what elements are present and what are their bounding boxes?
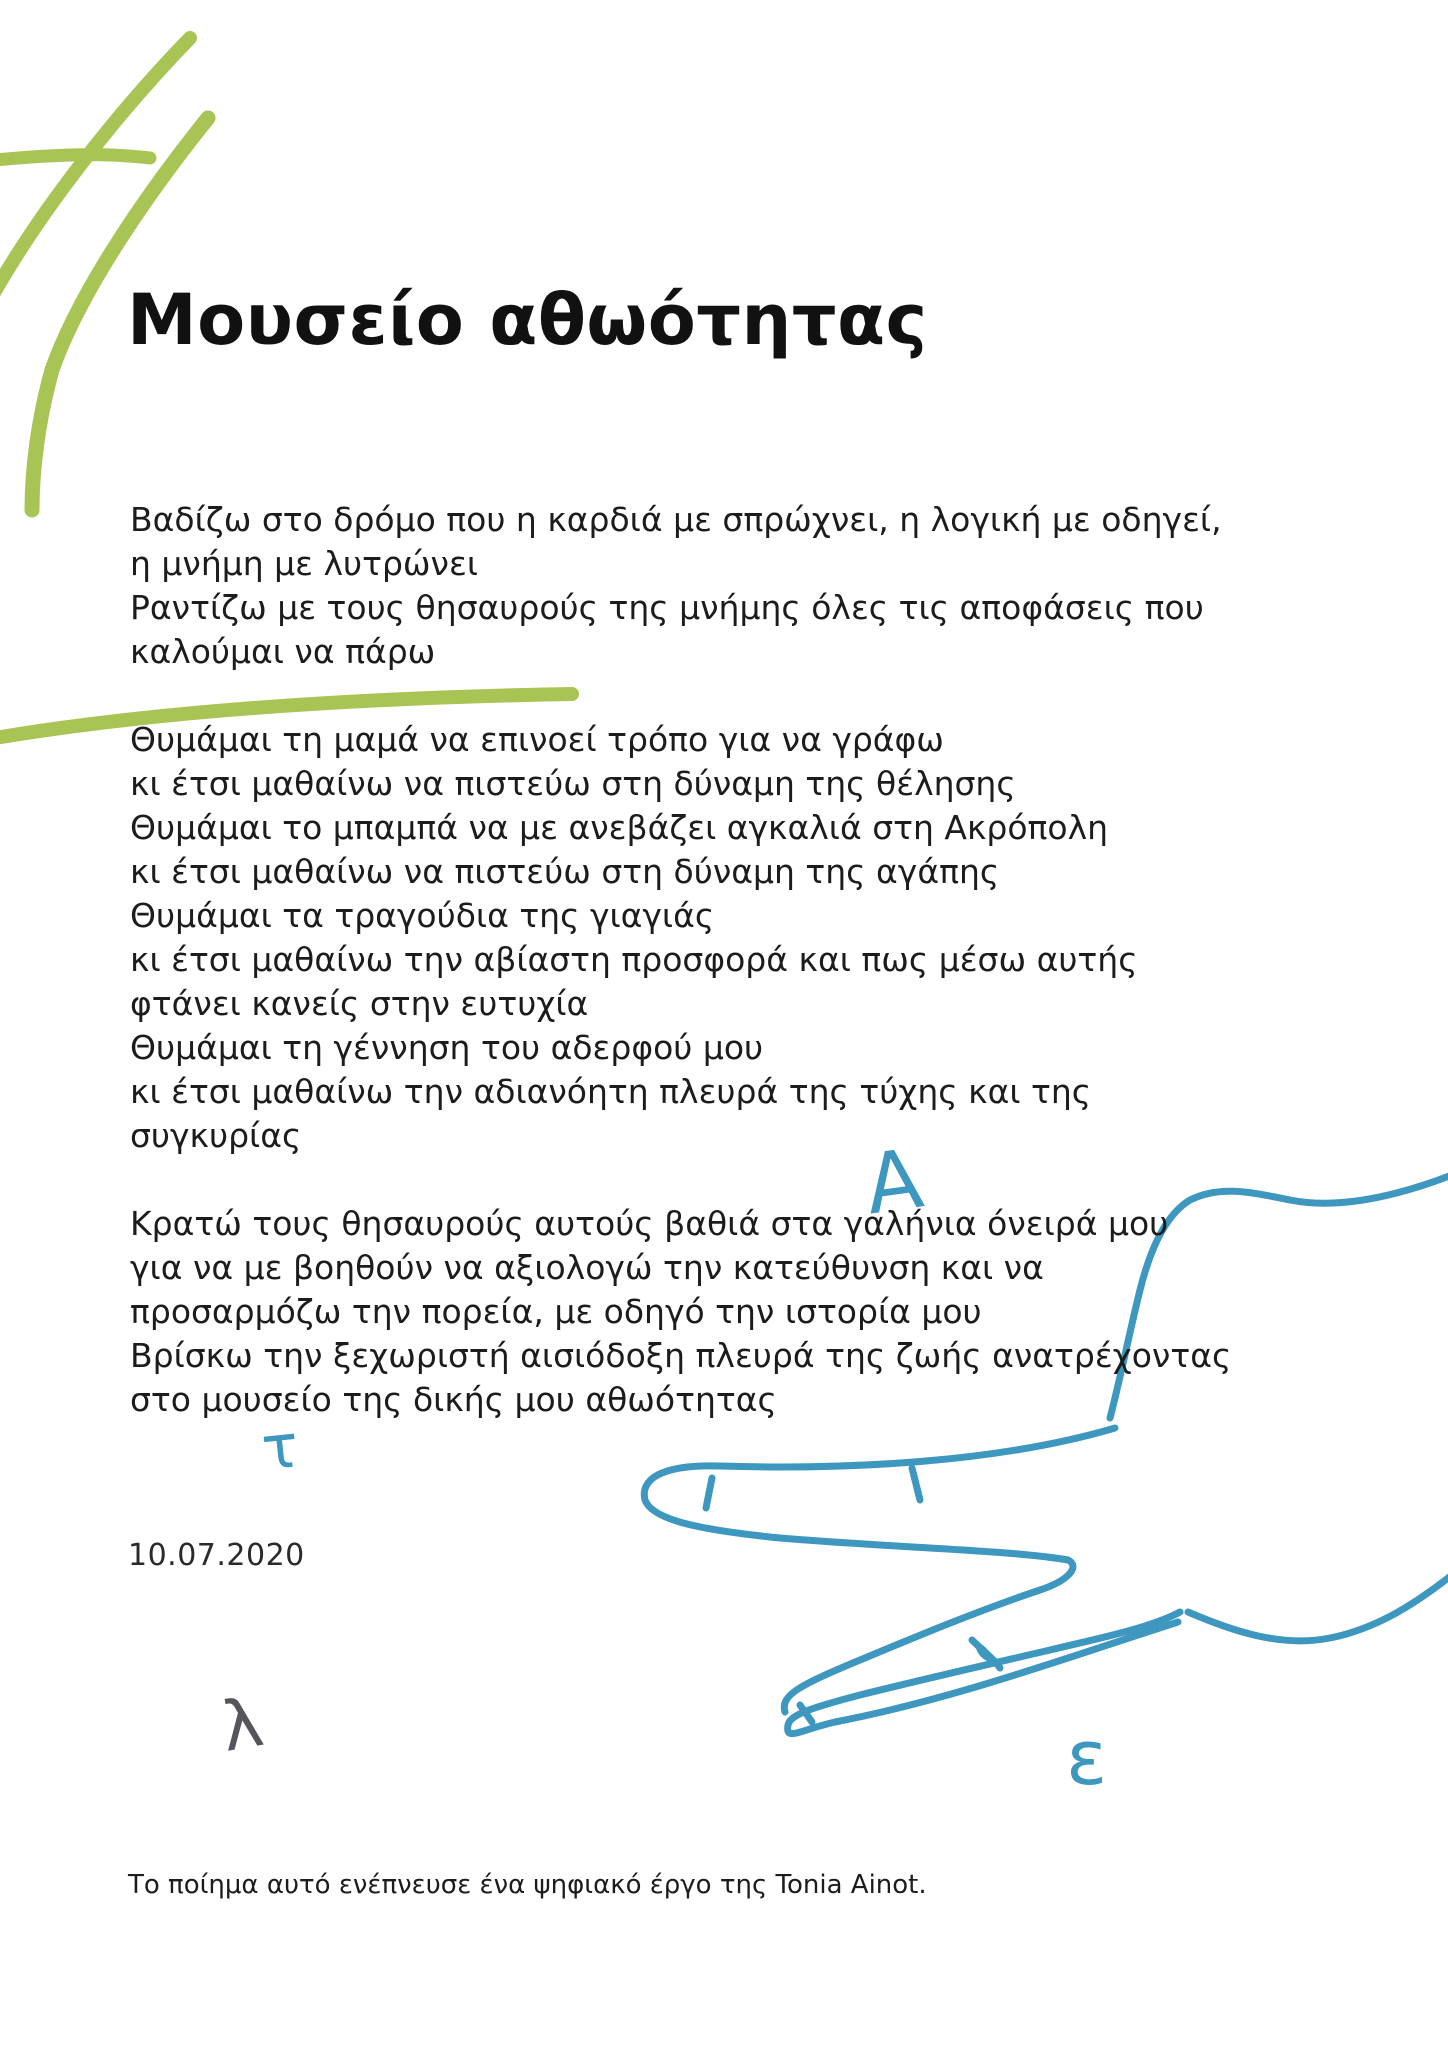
stanza-2 <box>130 718 1230 1158</box>
poem-line: φτάνει κανείς στην ευτυχία <box>130 984 589 1023</box>
poem-line: για να με βοηθούν να αξιολογώ την κατεύθυνση και να <box>130 1248 1044 1287</box>
poem-body <box>130 498 1230 1466</box>
poem-line: Βαδίζω στο δρόμο που η καρδιά με σπρώχνει, η λογική με οδηγεί, <box>130 500 1222 539</box>
green-stroke-horizontal <box>0 155 150 160</box>
hand-finger-top <box>644 1428 1115 1712</box>
poem-line: Κρατώ τους θησαυρούς αυτούς βαθιά στα γαλήνια όνειρά μου <box>130 1204 1169 1243</box>
nail-blot <box>975 1642 990 1662</box>
knuckle-mark-2 <box>912 1468 920 1500</box>
page-title: Μουσείο αθωότητας <box>127 279 928 361</box>
poem-line: συγκυρίας <box>130 1116 302 1155</box>
poem-line: στο μουσείο της δικής μου αθωότητας <box>130 1380 777 1419</box>
poem-line: κι έτσι μαθαίνω την αδιανόητη πλευρά της τύχης και της <box>130 1072 1092 1111</box>
poem-line: Ραντίζω με τους θησαυρούς της μνήμης όλες τις αποφάσεις που <box>130 588 1204 627</box>
poem-line: καλούμαι να πάρω <box>130 632 436 671</box>
nail-mark <box>972 1640 1000 1668</box>
letter-tau-drawn: τ <box>258 1411 302 1485</box>
poem-line: Θυμάμαι το μπαμπά να με ανεβάζει αγκαλιά στη Ακρόπολη <box>130 808 1109 847</box>
hand-finger-bottom <box>788 1612 1180 1734</box>
poem-line: κι έτσι μαθαίνω να πιστεύω στη δύναμη της αγάπης <box>130 852 1000 891</box>
poem-line: προσαρμόζω την πορεία, με οδηγό την ιστορία μου <box>130 1292 982 1331</box>
credit-footnote: Το ποίημα αυτό ενέπνευσε ένα ψηφιακό έργο της Tonia Ainot. <box>128 1870 927 1900</box>
knuckle-mark-1 <box>706 1478 712 1508</box>
finger-tick <box>800 1705 812 1722</box>
stanza-3 <box>130 1202 1230 1422</box>
letter-lambda-drawn: λ <box>215 1683 269 1768</box>
letter-epsilon-drawn: ε <box>1066 1713 1108 1802</box>
letter-alpha-drawn: Α <box>859 1131 929 1234</box>
green-stroke-upper-diagonal <box>0 38 190 300</box>
poem-line: η μνήμη με λυτρώνει <box>130 544 478 583</box>
poem-date: 10.07.2020 <box>128 1538 305 1573</box>
poem-line: Θυμάμαι τη γέννηση του αδερφού μου <box>130 1028 764 1067</box>
stanza-1 <box>130 498 1230 674</box>
hand-outline-lower <box>1188 1575 1448 1641</box>
poem-line: κι έτσι μαθαίνω την αβίαστη προσφορά και πως μέσω αυτής <box>130 940 1138 979</box>
poem-line: Θυμάμαι τη μαμά να επινοεί τρόπο για να γράφω <box>130 720 944 759</box>
poem-line: Θυμάμαι τα τραγούδια της γιαγιάς <box>130 896 715 935</box>
poem-line: Βρίσκω την ξεχωριστή αισιόδοξη πλευρά της ζωής ανατρέχοντας <box>130 1336 1232 1375</box>
poem-line: κι έτσι μαθαίνω να πιστεύω στη δύναμη της θέλησης <box>130 764 1016 803</box>
